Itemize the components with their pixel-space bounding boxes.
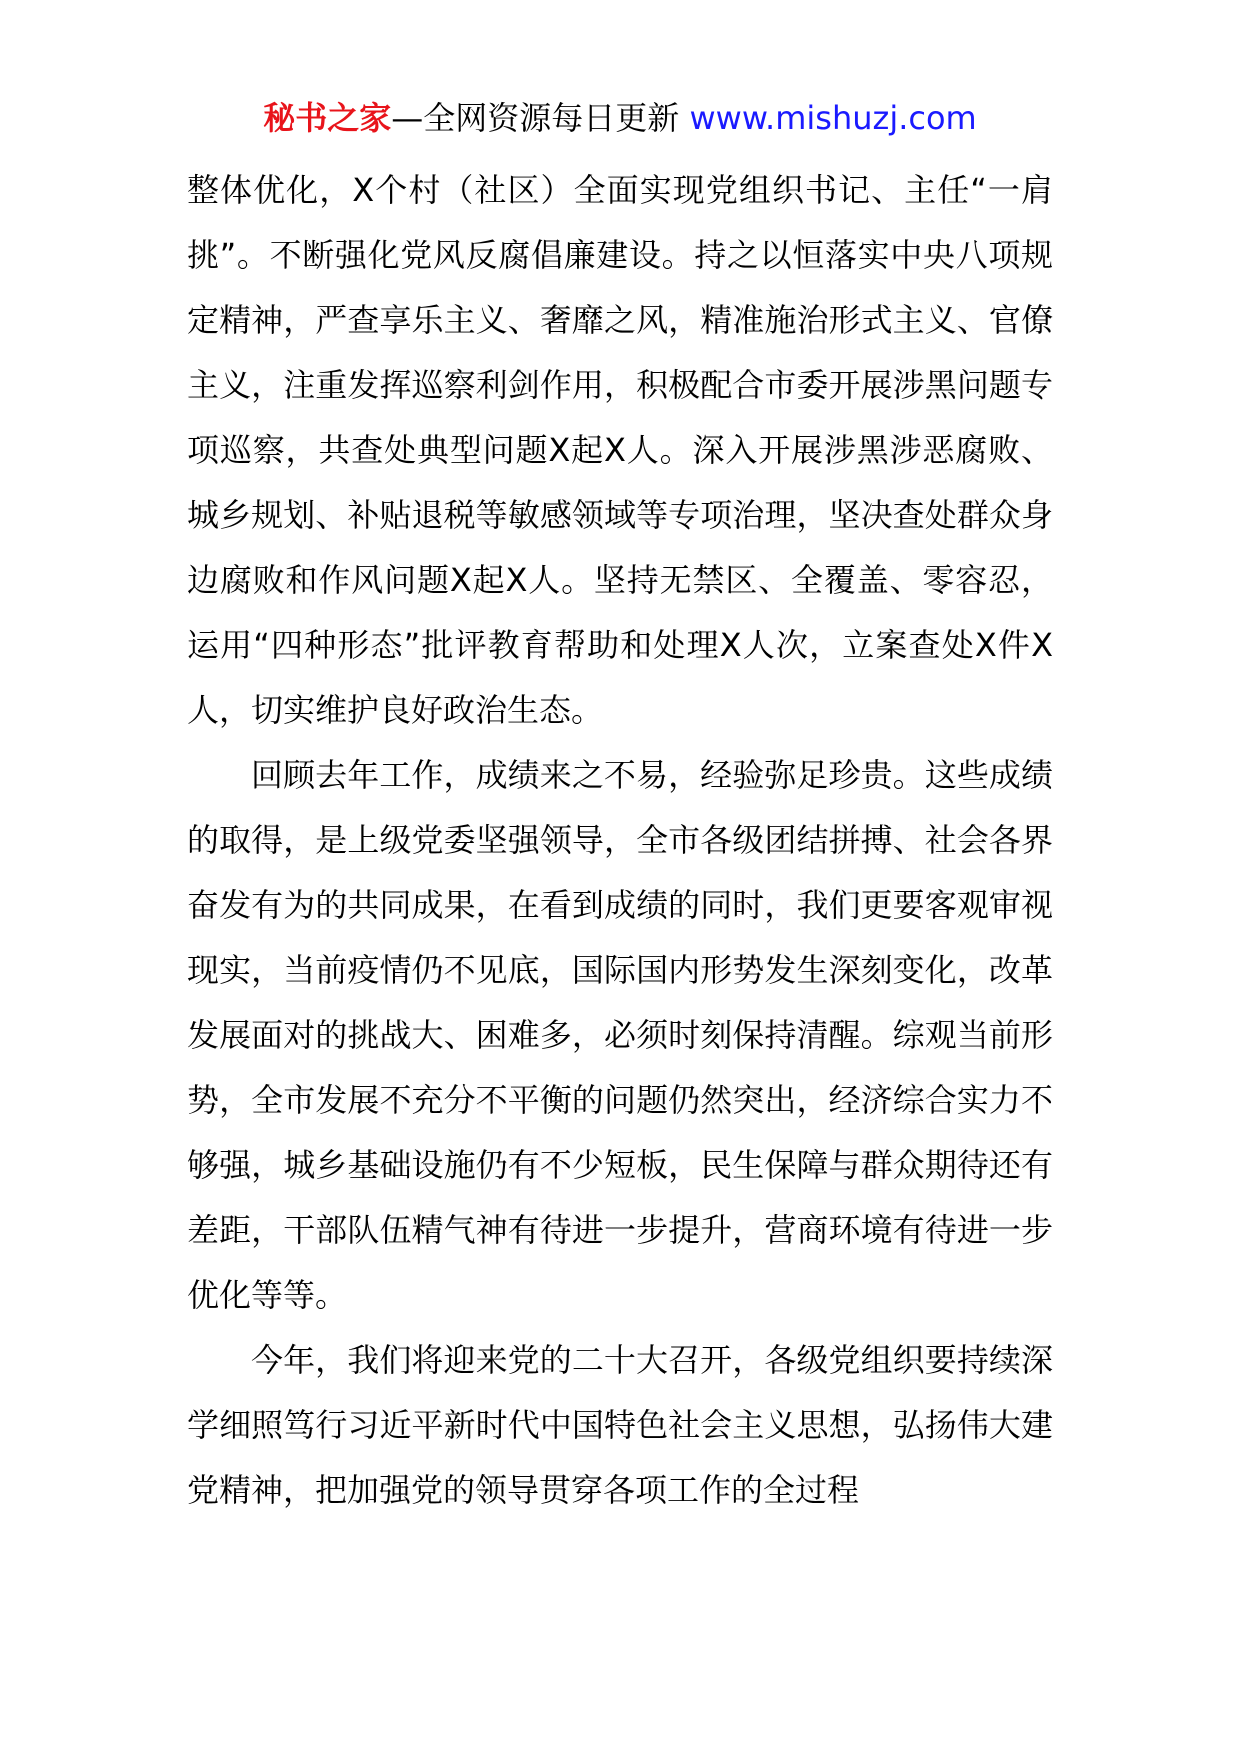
slogan-text: —全网资源每日更新 bbox=[391, 99, 680, 137]
paragraph-this-year: 今年，我们将迎来党的二十大召开，各级党组织要持续深学细照笃行习近平新时代中国特色社会主义思想，弘扬伟大建党精神，把加强党的领导贯穿各项工作的全过程 bbox=[187, 1341, 1053, 1509]
brand-name: 秘书之家 bbox=[263, 99, 392, 137]
paragraph-continued: 整体优化，X个村（社区）全面实现党组织书记、主任“一肩挑”。不断强化党风反腐倡廉建设。持之以恒落实中央八项规定精神，严查享乐主义、奢靡之风，精准施治形式主义、官僚主义，注重发挥巡察利剑作用，积极配合市委开展涉黑问题专项巡察，共查处典型问题X起X人。深入开展涉黑涉恶腐败、城乡规划、补贴退税等敏感领域等专项治理，坚决查处群众身边腐败和作风问题X起X人。坚持无禁区、全覆盖、零容忍，运用“四种形态”批评教育帮助和处理X人次，立案查处X件X人，切实维护良好政治生态。 bbox=[187, 171, 1053, 729]
paragraph-review: 回顾去年工作，成绩来之不易，经验弥足珍贵。这些成绩的取得，是上级党委坚强领导，全市各级团结拼搏、社会各界奋发有为的共同成果，在看到成绩的同时，我们更要客观审视现实，当前疫情仍不见底，国际国内形势发生深刻变化，改革发展面对的挑战大、困难多，必须时刻保持清醒。综观当前形势，全市发展不充分不平衡的问题仍然突出，经济综合实力不够强，城乡基础设施仍有不少短板，民生保障与群众期待还有差距，干部队伍精气神有待进一步提升，营商环境有待进一步优化等等。 bbox=[187, 756, 1053, 1314]
site-url: www.mishuzj.com bbox=[689, 99, 977, 137]
document-body bbox=[187, 158, 1053, 1523]
site-watermark-header bbox=[0, 96, 1240, 140]
